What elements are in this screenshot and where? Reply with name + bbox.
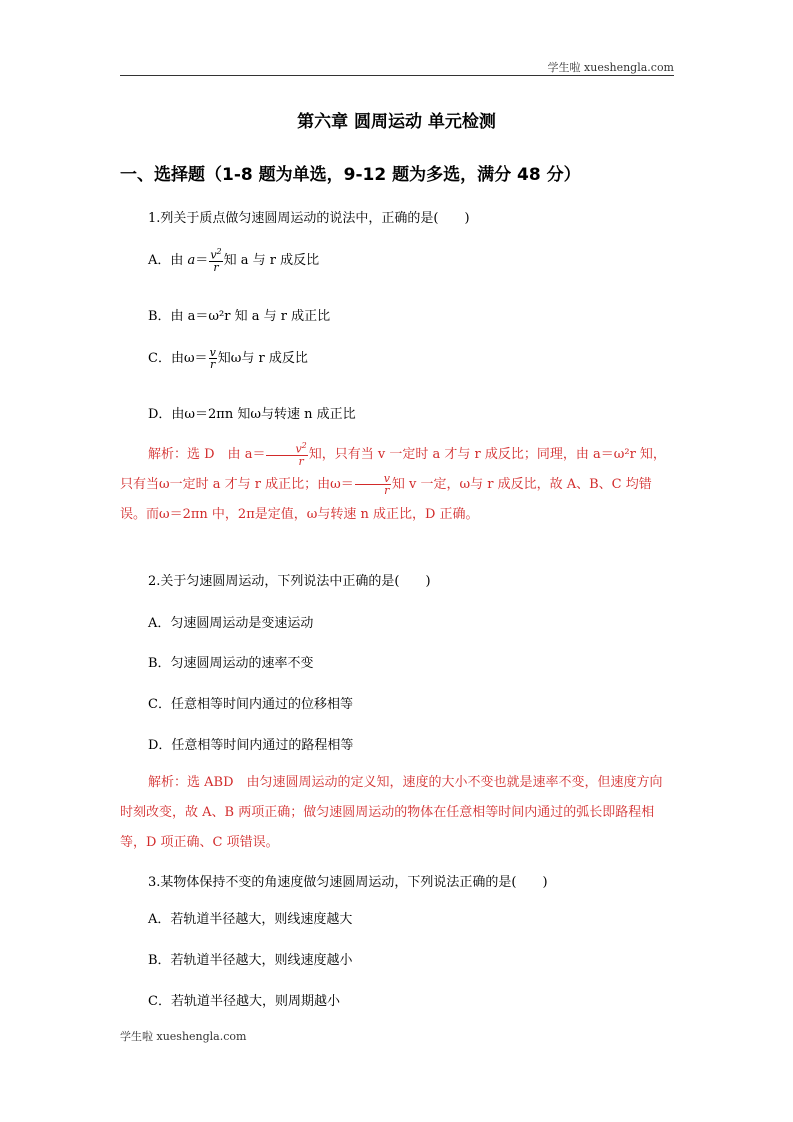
q1-stem: 1.列关于质点做匀速圆周运动的说法中，正确的是( ): [148, 211, 470, 226]
fraction-v-over-r: $\frac{v}{r}$: [355, 473, 391, 496]
section-heading: 一、选择题（1-8 题为单选，9-12 题为多选，满分 48 分）: [120, 165, 581, 185]
header-rule: [120, 75, 674, 76]
q1-option-c: C．由ω＝ $\frac{v}{r}$ 知ω与 r 成反比: [148, 346, 308, 371]
header-site: 学生啦 xueshengla.com: [547, 61, 674, 74]
q1-answer: 解析：选 D 由 a＝ $\frac{v^2}{r}$ 知，只有当 v 一定时 a 才与 r 成反比；同理，由 a＝ω²r 知，只有当ω一定时 a 才与 r 成正比；由ω＝ $\frac{v}{r}$ 知 v 一定，ω与 r 成反比，故 A、B、C 均错误。而ω＝2πn 中，2π是定值，ω与转速 n 成正比，D 正确。: [120, 441, 666, 522]
q2-option-d: D．任意相等时间内通过的路程相等: [148, 738, 354, 753]
q2-stem: 2.关于匀速圆周运动，下列说法中正确的是( ): [148, 574, 431, 589]
fraction-v2-over-r: $\frac{v^2}{r}$: [210, 247, 222, 274]
q2-answer: 解析：选 ABD 由匀速圆周运动的定义知，速度的大小不变也就是速率不变，但速度方向时刻改变，故 A、B 两项正确；做匀速圆周运动的物体在任意相等时间内通过的弧长即路程相等，D 项正确、C 项错误。: [120, 775, 663, 850]
q3-option-c: C．若轨道半径越大，则周期越小: [148, 994, 340, 1009]
q1-option-a: A．由 a＝ $\frac{v^2}{r}$ 知 a 与 r 成反比: [148, 247, 320, 274]
q3-stem: 3.某物体保持不变的角速度做匀速圆周运动，下列说法正确的是( ): [148, 875, 548, 890]
footer-site: 学生啦 xueshengla.com: [120, 1030, 247, 1043]
q3-option-a: A．若轨道半径越大，则线速度越大: [148, 912, 353, 927]
q1-option-b: B．由 a＝ω²r 知 a 与 r 成正比: [148, 309, 331, 324]
q2-option-a: A．匀速圆周运动是变速运动: [148, 616, 314, 631]
page-title: 第六章 圆周运动 单元检测: [297, 112, 496, 132]
fraction-v-over-r: $\frac{v}{r}$: [209, 346, 216, 371]
q2-option-c: C．任意相等时间内通过的位移相等: [148, 697, 353, 712]
q2-option-b: B．匀速圆周运动的速率不变: [148, 656, 314, 671]
q1-option-d: D．由ω＝2πn 知ω与转速 n 成正比: [148, 407, 356, 422]
fraction-v2-over-r: $\frac{v^2}{r}$: [266, 442, 307, 467]
q3-option-b: B．若轨道半径越大，则线速度越小: [148, 953, 353, 968]
